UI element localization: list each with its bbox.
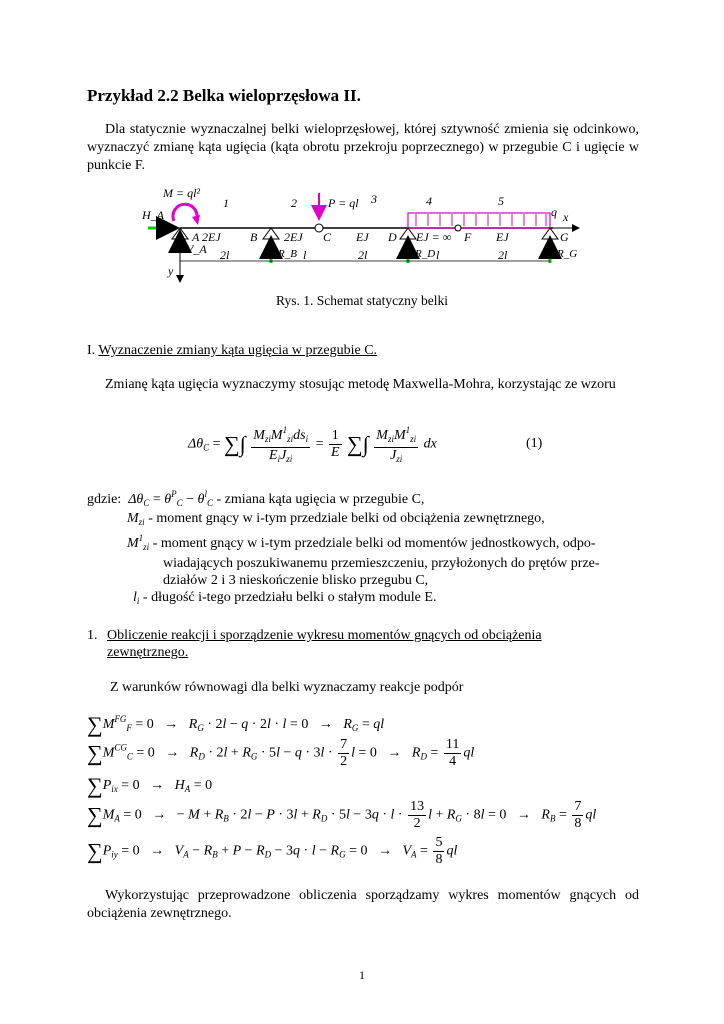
segment-number: 3 bbox=[371, 192, 377, 206]
support-g bbox=[542, 228, 558, 239]
definition-row: gdzie: $\Delta\theta_C = \theta^P_C - \theta^l_C$ - zmiana kąta ugięcia w przegubie C, bbox=[87, 489, 425, 508]
point-label: A bbox=[192, 230, 200, 244]
equilibrium-eq-3: $\sum P_{ix} = 0 \to H_A = 0$ bbox=[87, 773, 213, 798]
intro-paragraph: Dla statycznie wyznaczalnej belki wieloprzęsłowej, której sztywność zmienia się odcinkowo, wyznaczyć zmianę kąta ugięcia (kąta obrotu przekroju poprzecznego) w przegubie C i ugięcie w punkcie F. bbox=[87, 122, 639, 173]
axis-y-label: y bbox=[168, 264, 174, 278]
section-1-heading: I. Wyznaczenie zmiany kąta ugięcia w przegubie C. bbox=[87, 343, 378, 358]
point-label: C bbox=[323, 230, 332, 244]
ha-label: H_A bbox=[142, 208, 164, 222]
stiffness-label: 2EJ bbox=[284, 230, 303, 244]
length-label: 2l bbox=[498, 248, 508, 262]
distributed-load bbox=[408, 213, 550, 228]
length-label: l bbox=[303, 248, 307, 262]
force-label: P = ql bbox=[328, 196, 359, 210]
segment-number: 1 bbox=[223, 196, 229, 210]
va-label: V_A bbox=[186, 242, 207, 256]
definition-row: działów 2 i 3 nieskończenie blisko przegubu C, bbox=[163, 573, 429, 588]
segment-number: 4 bbox=[426, 194, 432, 208]
page-number: 1 bbox=[359, 968, 365, 982]
equilibrium-eq-1: $\sum M^{FG}_F = 0 \to R_G \cdot 2l - q \cdot 2l \cdot l = 0 \to R_G$ = ql bbox=[87, 712, 385, 737]
section-2-number: 1. bbox=[87, 628, 98, 643]
support-d bbox=[400, 228, 416, 239]
hinge-c bbox=[315, 224, 323, 232]
length-label: 2l bbox=[358, 248, 368, 262]
formula-1: $\Delta\theta_C$ = ∑∫ $\frac{M_{zi}M^1_{zi}ds_i}{E_iJ_{zi}}$ = $\frac{1}{E}$ ∑∫ $\frac{M_{zi}M^1_{zi}}{J_{zi}}$ dx bbox=[188, 422, 437, 467]
point-label: F bbox=[464, 230, 472, 244]
section-2-text: Z warunków równowagi dla belki wyznaczamy reakcje podpór bbox=[110, 680, 464, 695]
rd-label: R_D bbox=[415, 248, 436, 260]
segment-number: 5 bbox=[498, 194, 504, 208]
point-label: G bbox=[560, 230, 569, 244]
stiffness-label: 2EJ bbox=[202, 230, 221, 244]
closing-paragraph: Wykorzystując przeprowadzone obliczenia sporządzamy wykres momentów gnących od obciążenia zewnętrznego. bbox=[87, 888, 639, 921]
moment-label: M = ql² bbox=[163, 186, 201, 200]
section-2-heading: zewnętrznego. bbox=[107, 645, 189, 660]
equilibrium-eq-2: $\sum M^{CG}_C = 0 \to R_D \cdot 2l + R_G \cdot 5l - q \cdot 3l$ · $\frac{7}{2}$ $l = 0 \to R_D$ = $\frac{11}{4}$ ql bbox=[87, 737, 475, 769]
definition-row: $M^1_{zi}$ - moment gnący w i-tym przedziale belki od momentów jednostkowych, odpo- bbox=[127, 533, 596, 552]
segment-number: 2 bbox=[291, 196, 297, 210]
load-label: q bbox=[551, 205, 557, 219]
section-1-text: Zmianę kąta ugięcia wyznaczymy stosując metodę Maxwella-Mohra, korzystając ze wzoru bbox=[105, 377, 616, 392]
page-title: Przykład 2.2 Belka wieloprzęsłowa II. bbox=[87, 86, 361, 105]
definition-row: $M_{zi}$ - moment gnący w i-tym przedziale belki od obciążenia zewnętrznego, bbox=[127, 511, 545, 527]
axis-x-label: x bbox=[563, 210, 569, 224]
point-f bbox=[455, 225, 461, 231]
beam-diagram bbox=[138, 183, 588, 283]
length-label: 2l bbox=[220, 248, 230, 262]
rg-label: R_G bbox=[557, 248, 578, 260]
rb-label: R_B bbox=[278, 248, 297, 260]
figure-caption: Rys. 1. Schemat statyczny belki bbox=[276, 293, 448, 308]
definition-row: $l_i$ - długość i-tego przedziału belki o stałym module E. bbox=[133, 590, 437, 606]
support-b bbox=[263, 228, 279, 239]
point-label: D bbox=[388, 230, 397, 244]
section-2-heading: Obliczenie reakcji i sporządzenie wykresu momentów gnących od obciążenia bbox=[107, 628, 542, 643]
point-label: B bbox=[250, 230, 258, 244]
stiffness-label: EJ = ∞ bbox=[416, 230, 452, 244]
equilibrium-eq-5: $\sum P_{iy} = 0 \to V_A - R_B + P - R_D - 3q \cdot l - R_G = 0 \to V_A$ = $\frac{5}{8}$ ql bbox=[87, 835, 458, 867]
equation-number: (1) bbox=[526, 436, 543, 451]
stiffness-label: EJ bbox=[356, 230, 369, 244]
stiffness-label: EJ bbox=[496, 230, 509, 244]
definition-row: wiadających poszukiwanemu przemieszczeniu, przyłożonych do prętów prze- bbox=[163, 556, 600, 571]
equilibrium-eq-4: $\sum M_A = 0$ → − $M + R_B \cdot 2l - P \cdot 3l + R_D \cdot 5l - 3q \cdot l$ · $\frac{13}{2}$ $l + R_G \cdot 8l = 0 \to R_B$ = $\frac{7}{8}$ ql bbox=[87, 799, 597, 831]
length-label: l bbox=[436, 248, 440, 262]
